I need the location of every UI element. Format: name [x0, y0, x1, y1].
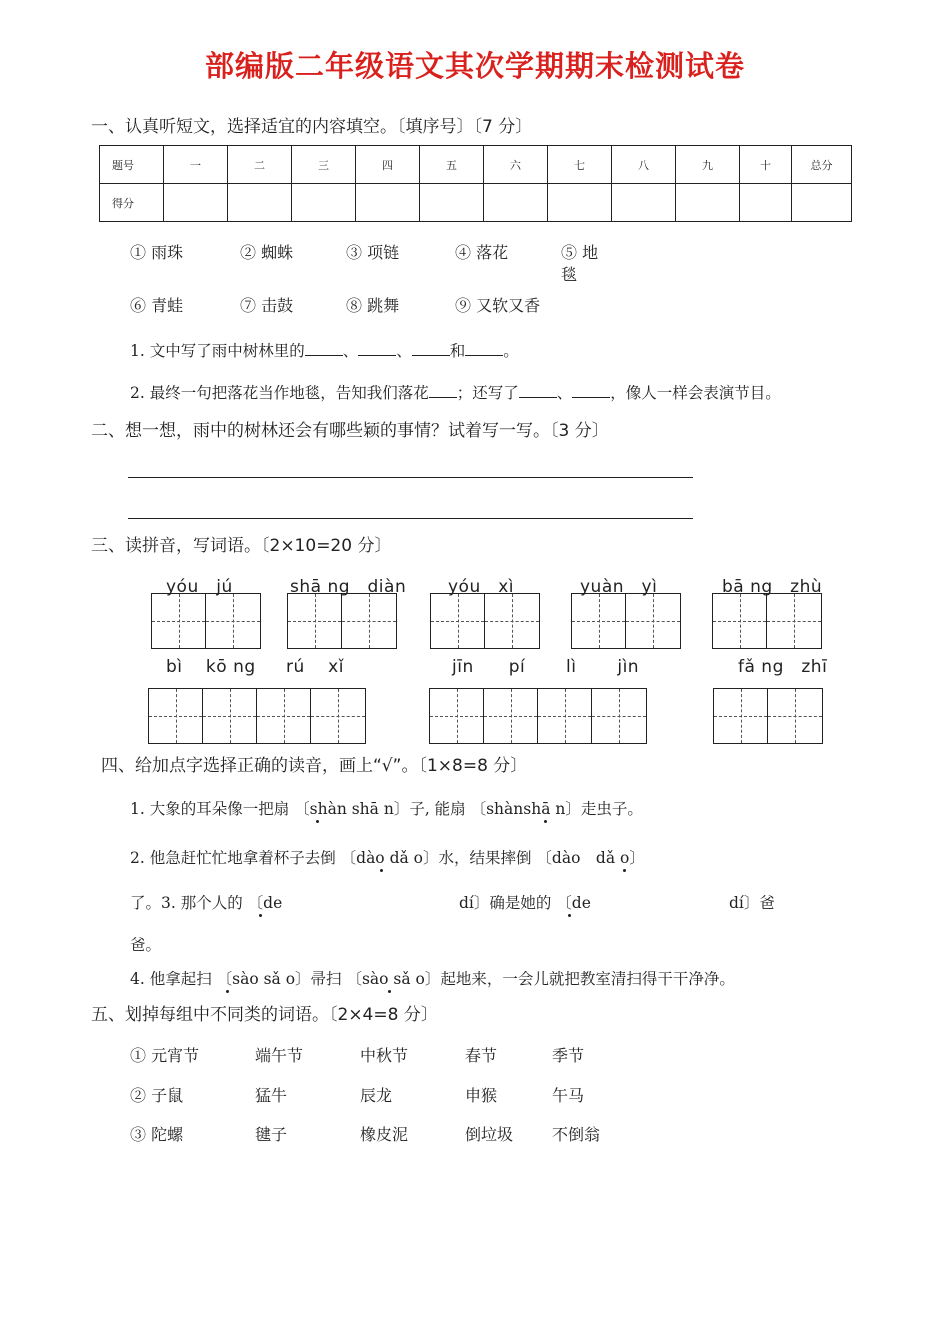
- q2-text: 、: [556, 384, 573, 402]
- score-header-cell: 三: [292, 146, 356, 184]
- option-5-wrap: 毯: [561, 265, 578, 284]
- tianzige-box[interactable]: [571, 593, 681, 649]
- section-4-line-3b: dí〕确是她的 〔de: [459, 894, 591, 912]
- word-item[interactable]: 中秋节: [360, 1046, 409, 1065]
- pinyin-label: bā ng zhù: [722, 577, 823, 597]
- score-header-cell: 二: [228, 146, 292, 184]
- score-input-cell[interactable]: [676, 184, 740, 222]
- emphasis-dot: [380, 869, 383, 872]
- score-input-cell[interactable]: [164, 184, 228, 222]
- option-7: ⑦ 击鼓: [240, 296, 294, 315]
- emphasis-dot: [259, 914, 262, 917]
- tianzige-box[interactable]: [429, 688, 647, 744]
- score-header-cell: 一: [164, 146, 228, 184]
- tianzige-box[interactable]: [712, 593, 822, 649]
- score-input-cell[interactable]: [420, 184, 484, 222]
- answer-blank[interactable]: [572, 383, 610, 398]
- word-item[interactable]: 猛牛: [255, 1086, 288, 1105]
- option-5: ⑤ 地: [561, 243, 599, 262]
- answer-blank[interactable]: [358, 341, 396, 356]
- word-item[interactable]: 倒垃圾: [465, 1125, 514, 1144]
- pinyin-label: yóu xì: [448, 577, 515, 597]
- score-header-cell: 八: [612, 146, 676, 184]
- option-3: ③ 项链: [346, 243, 400, 262]
- section-1-heading: 一、认真听短文，选择适宜的内容填空。〔填序号〕〔7 分〕: [91, 117, 533, 137]
- question-1-1: [130, 339, 519, 361]
- score-table: [99, 145, 852, 222]
- score-input-cell[interactable]: [792, 184, 852, 222]
- word-item[interactable]: 辰龙: [360, 1086, 393, 1105]
- score-input-cell[interactable]: [484, 184, 548, 222]
- word-item[interactable]: 季节: [552, 1046, 585, 1065]
- pinyin-label: rú xǐ: [286, 657, 344, 677]
- score-header-cell: 十: [740, 146, 792, 184]
- q2-text: ，像人一样会表演节目。: [610, 384, 781, 402]
- word-item[interactable]: 端午节: [255, 1046, 304, 1065]
- option-1: ① 雨珠: [130, 243, 184, 262]
- question-1-2: [130, 381, 781, 403]
- emphasis-dot: [226, 990, 229, 993]
- q2-text: 2. 最终一句把落花当作地毯，告知我们落花: [130, 384, 429, 402]
- section-3-heading: 三、读拼音，写词语。〔2×10=20 分〕: [91, 536, 392, 556]
- tianzige-box[interactable]: [287, 593, 397, 649]
- section-4-line-2: 2. 他急赶忙忙地拿着杯子去倒 〔dào dǎ o〕水，结果摔倒 〔dào dǎ o〕: [130, 849, 645, 867]
- option-8: ⑧ 跳舞: [346, 296, 400, 315]
- section-4-heading: 四、给加点字选择正确的读音，画上“√”。〔1×8=8 分〕: [101, 756, 528, 776]
- q1-sep: 和: [449, 342, 466, 360]
- answer-blank[interactable]: [429, 383, 457, 398]
- pinyin-label: yóu jú: [166, 577, 233, 597]
- score-input-cell[interactable]: [292, 184, 356, 222]
- section-4-line-1: 1. 大象的耳朵像一把扇 〔shàn shā n〕子, 能扇 〔shànshā n〕走虫子。: [130, 800, 643, 818]
- score-header-cell: 五: [420, 146, 484, 184]
- emphasis-dot: [568, 914, 571, 917]
- tianzige-box[interactable]: [148, 688, 366, 744]
- q1-sep: 、: [342, 342, 359, 360]
- pinyin-label: shā ng diàn: [290, 577, 407, 597]
- pinyin-label: jīn pí: [452, 657, 526, 677]
- q1-end: 。: [503, 342, 519, 360]
- tianzige-box[interactable]: [713, 688, 823, 744]
- section-4-line-4: 4. 他拿起扫 〔sào sǎ o〕帚扫 〔sào sǎ o〕起地来，一会儿就把教室清扫得干干净净。: [130, 970, 735, 988]
- pinyin-label: bì kō ng: [166, 657, 256, 677]
- page-title: 部编版二年级语文其次学期期末检测试卷: [204, 49, 745, 83]
- score-header-cell: 七: [548, 146, 612, 184]
- tianzige-box[interactable]: [151, 593, 261, 649]
- option-4: ④ 落花: [455, 243, 509, 262]
- answer-blank[interactable]: [519, 383, 557, 398]
- word-item[interactable]: 橡皮泥: [360, 1125, 409, 1144]
- score-table-score-row: [100, 184, 852, 222]
- option-9: ⑨ 又软又香: [455, 296, 541, 315]
- score-header-cell: 题号: [100, 146, 164, 184]
- pinyin-label: fǎ ng zhī: [738, 657, 828, 677]
- answer-blank[interactable]: [305, 341, 343, 356]
- answer-blank[interactable]: [412, 341, 450, 356]
- score-header-cell: 九: [676, 146, 740, 184]
- section-4-line-3d: 爸。: [130, 936, 162, 954]
- option-2: ② 蜘蛛: [240, 243, 294, 262]
- score-header-cell: 总分: [792, 146, 852, 184]
- section-4-line-3c: dí〕爸: [729, 894, 775, 912]
- word-item[interactable]: 春节: [465, 1046, 498, 1065]
- score-header-cell: 六: [484, 146, 548, 184]
- section-2-heading: 二、想一想，雨中的树林还会有哪些颖的事情？试着写一写。〔3 分〕: [91, 421, 609, 441]
- score-input-cell[interactable]: [548, 184, 612, 222]
- score-input-cell[interactable]: [228, 184, 292, 222]
- score-input-cell[interactable]: [740, 184, 792, 222]
- score-table-header-row: [100, 146, 852, 184]
- option-6: ⑥ 青蛙: [130, 296, 184, 315]
- writing-line[interactable]: [128, 477, 693, 478]
- word-item[interactable]: ③ 陀螺: [130, 1125, 184, 1144]
- pinyin-label: yuàn yì: [580, 577, 658, 597]
- section-4-line-3a: 了。3. 那个人的 〔de: [130, 894, 283, 912]
- emphasis-dot: [316, 820, 319, 823]
- emphasis-dot: [623, 869, 626, 872]
- word-item[interactable]: 毽子: [255, 1125, 288, 1144]
- emphasis-dot: [388, 990, 391, 993]
- q1-text: 1. 文中写了雨中树林里的: [130, 342, 305, 360]
- answer-blank[interactable]: [465, 341, 503, 356]
- word-item[interactable]: 午马: [552, 1086, 585, 1105]
- pinyin-label: lì jìn: [566, 657, 640, 677]
- tianzige-box[interactable]: [430, 593, 540, 649]
- word-item[interactable]: 申猴: [465, 1086, 498, 1105]
- score-input-cell[interactable]: [612, 184, 676, 222]
- writing-line[interactable]: [128, 518, 693, 519]
- score-input-cell[interactable]: [356, 184, 420, 222]
- score-header-cell: 四: [356, 146, 420, 184]
- emphasis-dot: [544, 820, 547, 823]
- word-item[interactable]: 不倒翁: [552, 1125, 601, 1144]
- q2-text: ；还写了: [456, 384, 519, 402]
- word-item[interactable]: ② 子鼠: [130, 1086, 184, 1105]
- score-row-label: 得分: [100, 184, 164, 222]
- q1-sep: 、: [396, 342, 412, 360]
- word-item[interactable]: ① 元宵节: [130, 1046, 200, 1065]
- section-5-heading: 五、划掉每组中不同类的词语。〔2×4=8 分〕: [91, 1005, 438, 1025]
